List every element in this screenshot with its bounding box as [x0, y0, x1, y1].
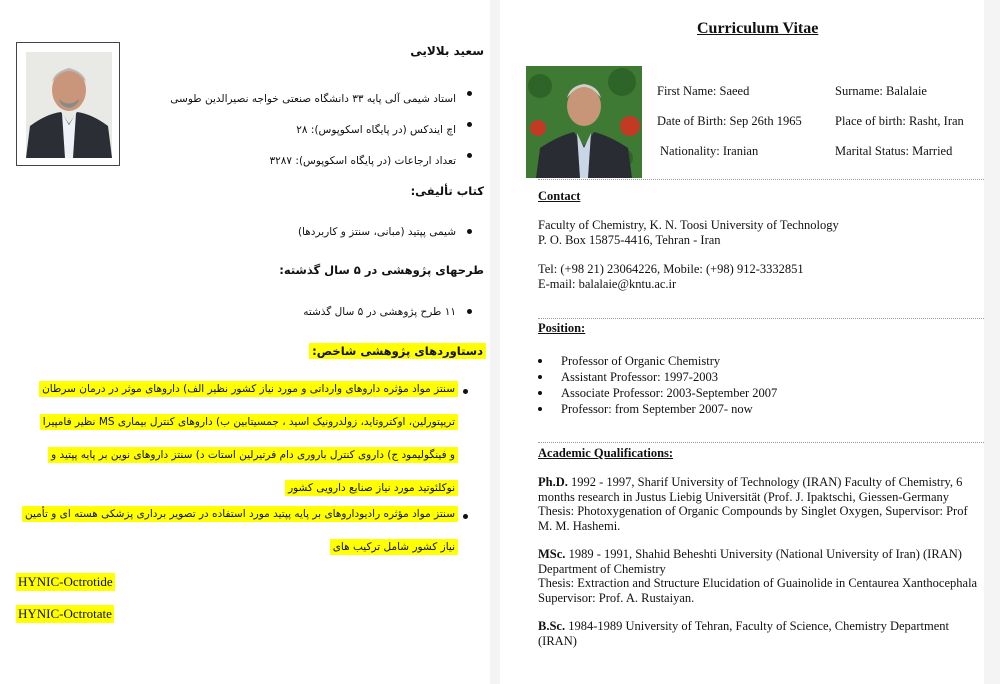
achievements-heading: دستاوردهای پژوهشی شاخص:: [309, 343, 486, 359]
position-item: Professor of Organic Chemistry: [538, 353, 777, 369]
first-name: First Name: Saeed: [657, 84, 750, 98]
phd-thesis: Thesis: Photoxygenation of Organic Compounds by Singlet Oxygen, Supervisor: Prof: [538, 504, 968, 518]
cv-title: Curriculum Vitae: [697, 20, 819, 37]
achievement-line: نوکلئوتید مورد نیاز صنایع دارویی کشور: [285, 480, 458, 496]
msc-thesis: Thesis: Extraction and Structure Elucidation of Guainolide in Centaurea Xanthocephala: [538, 576, 978, 590]
contact-email: E-mail: balalaie@kntu.ac.ir: [538, 277, 677, 291]
degree-label: B.Sc.: [538, 619, 566, 633]
persian-page: [0, 0, 490, 684]
book-item: شیمی پپتید (مبانی، سنتز و کاربردها): [298, 222, 456, 242]
phd-text: 1992 - 1997, Sharif University of Technology (IRAN) Faculty of Chemistry, 6: [567, 475, 963, 489]
bsc-entry: [538, 619, 949, 648]
achievement-bullet: [463, 389, 468, 394]
position-heading: Position:: [538, 321, 586, 335]
contact-address-line: Faculty of Chemistry, K. N. Toosi University of Technology: [538, 218, 839, 232]
achievement-line: سنتز مواد مؤثره داروهای وارداتی و مورد نیاز کشور نظیر الف) داروهای موثر در درمان سرطان: [39, 381, 458, 397]
profile-photo-frame: [16, 42, 120, 166]
date-of-birth: Date of Birth: Sep 26th 1965: [657, 114, 802, 128]
books-list: [298, 222, 456, 242]
achievement-line: نیاز کشور شامل ترکیب های: [330, 539, 458, 555]
books-heading: کتاب تألیفی:: [410, 184, 484, 198]
position-item: Professor: from September 2007- now: [538, 401, 777, 417]
msc-text: 1989 - 1991, Shahid Beheshti University (National University of Iran) (IRAN): [565, 547, 962, 561]
bio-list: [170, 84, 456, 177]
bio-item: استاد شیمی آلی پایه ۳۳ دانشگاه صنعتی خواجه نصیرالدین طوسی: [170, 84, 456, 115]
msc-text: Supervisor: Prof. A. Rustaiyan.: [538, 590, 695, 605]
msc-text: Department of Chemistry: [538, 561, 666, 576]
contact-heading: Contact: [538, 189, 581, 203]
achievement-bullet: [463, 514, 468, 519]
bio-item: اچ ایندکس (در پایگاه اسکوپوس): ۲۸: [170, 115, 456, 146]
bsc-text: (IRAN): [538, 633, 577, 648]
cv-photo: [526, 66, 642, 178]
achievement-line: سنتز مواد مؤثره رادیوداروهای بر پایه پپتید مورد استفاده در تصویر برداری پزشکی هسته ای و تأمین: [22, 506, 458, 522]
degree-label: MSc.: [538, 547, 566, 561]
divider: [538, 318, 984, 319]
qualifications-heading: Academic Qualifications:: [538, 446, 674, 460]
msc-entry: [538, 547, 977, 605]
position-list: [538, 353, 777, 417]
position-item: Associate Professor: 2003-September 2007: [538, 385, 777, 401]
english-cv-page: [500, 0, 984, 684]
achievement-line: تریپتورلین، اوکتروتاید، زولدرونیک اسید ، جمسیتابین ب) داروهای کنترل بیماری MS نظیر فامپیرا: [40, 414, 458, 430]
person-name-fa: سعید بلالایی: [410, 44, 484, 58]
phd-text: M. M. Hashemi.: [538, 518, 621, 533]
place-of-birth: Place of birth: Rasht, Iran: [835, 114, 964, 128]
compound-name: HYNIC-Octrotide: [18, 574, 113, 589]
project-item: ۱۱ طرح پژوهشی در ۵ سال گذشته: [303, 302, 456, 322]
degree-label: Ph.D.: [538, 475, 568, 489]
phd-entry: [538, 475, 968, 533]
surname: Surname: Balalaie: [835, 84, 927, 98]
contact-phone: Tel: (+98 21) 23064226, Mobile: (+98) 912-3332851: [538, 262, 804, 276]
position-item: Assistant Professor: 1997-2003: [538, 369, 777, 385]
projects-heading: طرحهای پژوهشی در ۵ سال گذشته:: [279, 263, 484, 277]
profile-photo: [26, 52, 112, 158]
compound-name: HYNIC-Octrotate: [18, 606, 112, 621]
contact-address-line: P. O. Box 15875-4416, Tehran - Iran: [538, 233, 721, 247]
divider: [538, 442, 984, 443]
achievement-line: و فینگولیمود ج) داروی کنترل باروری دام فرتیرلین استات د) سنتز داروهای نوین بر پایه پپتید و: [48, 447, 458, 463]
divider: [538, 179, 984, 180]
bio-item: تعداد ارجاعات (در پایگاه اسکوپوس): ۳۲۸۷: [170, 146, 456, 177]
nationality: Nationality: Iranian: [660, 144, 759, 158]
marital-status: Marital Status: Married: [835, 144, 953, 158]
phd-text: months research in Justus Liebig Universität (Prof. J. Ipaktschi, Giessen-Germany: [538, 489, 950, 504]
bsc-text: 1984-1989 University of Tehran, Faculty of Science, Chemistry Department: [565, 619, 949, 633]
projects-list: [303, 302, 456, 322]
